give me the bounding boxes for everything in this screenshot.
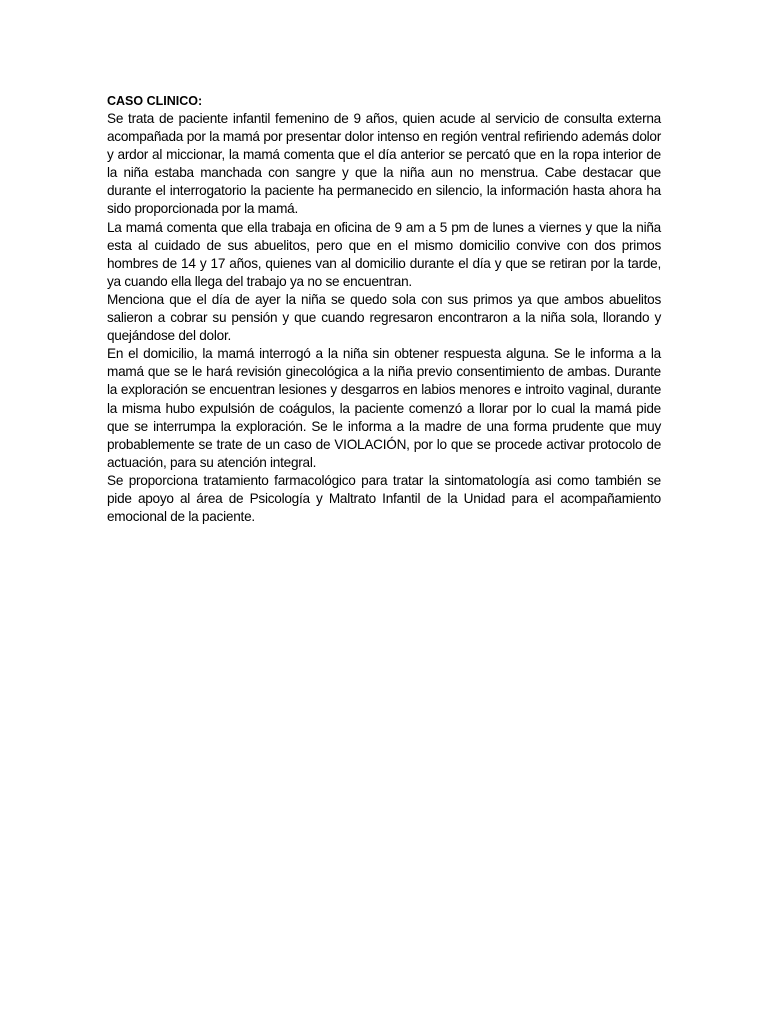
- case-heading: CASO CLINICO:: [107, 94, 203, 108]
- paragraph-incident: Menciona que el día de ayer la niña se quedo sola con sus primos ya que ambos abuelitos salieron a cobrar su pensión y que cuando regresaron encontraron a la niña sola, llorando y quejándose del dolor.: [107, 291, 661, 344]
- paragraph-treatment: Se proporciona tratamiento farmacológico para tratar la sintomatología asi como también se pide apoyo al área de Psicología y Maltrato Infantil de la Unidad para el acompañamiento emocional de la paciente.: [107, 472, 661, 525]
- paragraph-examination: En el domicilio, la mamá interrogó a la niña sin obtener respuesta alguna. Se le informa a la mamá que se le hará revisión ginecológica a la niña previo consentimiento de ambas. Durante la exploración se encuentran lesiones y desgarros en labios menores e introito vaginal, durante la misma hubo expulsión de coágulos, la paciente comenzó a llorar por lo cual la mamá pide que se interrumpa la exploración. Se le informa a la madre de una forma prudente que muy probablemente se trate de un caso de VIOLACIÓN, por lo que se procede activar protocolo de actuación, para su atención integral.: [107, 346, 661, 470]
- paragraph-patient-presentation: Se trata de paciente infantil femenino de 9 años, quien acude al servicio de consulta externa acompañada por la mamá por presentar dolor intenso en región ventral refiriendo además dolor y ardor al miccionar, la mamá comenta que el día anterior se percató que en la ropa interior de la niña estaba manchada con sangre y que la niña aun no menstrua. Cabe destacar que durante el interrogatorio la paciente ha permanecido en silencio, la información hasta ahora ha sido proporcionada por la mamá.: [107, 111, 661, 217]
- paragraph-family-context: La mamá comenta que ella trabaja en oficina de 9 am a 5 pm de lunes a viernes y que la niña esta al cuidado de sus abuelitos, pero que en el mismo domicilio convive con dos primos hombres de 14 y 17 años, quienes van al domicilio durante el día y que se retiran por la tarde, ya cuando ella llega del trabajo ya no se encuentran.: [107, 219, 661, 289]
- document-body: [107, 92, 661, 526]
